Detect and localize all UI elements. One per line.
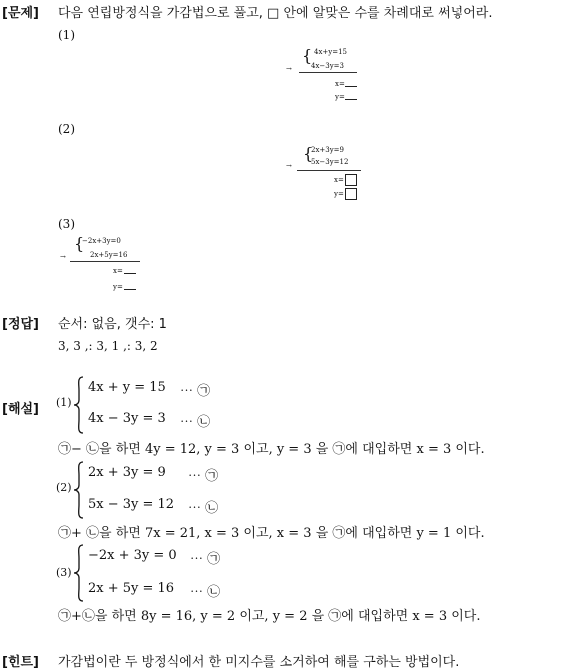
- item-1-rule: [299, 72, 357, 73]
- solution-block-2: [56, 459, 556, 549]
- solution-2-line: ㉠+ ㉡을 하면 7x = 21, x = 3 이고, x = 3 을 ㉠에 대입하면 y = 1 이다.: [58, 526, 485, 541]
- item-3-y-label: y=: [113, 283, 123, 291]
- solution-tag: [해설]: [2, 402, 39, 417]
- solution-3-mark1: ⋯ ㉠: [190, 552, 221, 567]
- solution-3-eq1: −2x + 3y = 0: [88, 548, 177, 563]
- hint-tag: [힌트]: [2, 655, 39, 670]
- solution-3-number: (3): [56, 566, 72, 579]
- solution-2-eq2: 5x − 3y = 12: [88, 497, 175, 512]
- item-2-eq1: 2x+3y=9: [311, 146, 344, 154]
- solution-1-brace-icon: [73, 376, 85, 434]
- item-1-diagram: [283, 48, 373, 108]
- solution-3-brace-icon: [73, 544, 85, 602]
- solution-3-eq2: 2x + 5y = 16: [88, 581, 175, 596]
- item-2-rule: [297, 170, 361, 171]
- item-3-eq2: 2x+5y=16: [90, 251, 128, 259]
- item-2-brace: {: [303, 144, 314, 163]
- solution-1-eq2: 4x − 3y = 3: [88, 411, 166, 426]
- item-1-eq1: 4x+y=15: [314, 48, 347, 56]
- solution-block-3: [56, 542, 556, 632]
- item-3-eq1: −2x+3y=0: [82, 237, 121, 245]
- solution-1-mark1: ⋯ ㉠: [180, 384, 211, 399]
- item-2-y-box[interactable]: [345, 188, 357, 200]
- item-3-brace: {: [74, 234, 85, 253]
- solution-block-1: [56, 374, 556, 464]
- item-3-diagram: [58, 235, 158, 297]
- problem-tag: [문제]: [2, 6, 39, 21]
- item-2-number: (2): [58, 122, 75, 136]
- solution-1-mark2: ⋯ ㉡: [180, 415, 211, 430]
- solution-3-line: ㉠+㉡을 하면 8y = 16, y = 2 이고, y = 2 을 ㉠에 대입하면 x = 3 이다.: [58, 609, 481, 624]
- hint-text: 가감법이란 두 방정식에서 한 미지수를 소거하여 해를 구하는 방법이다.: [58, 655, 460, 670]
- item-1-y-label: y=: [335, 93, 345, 101]
- solution-2-number: (2): [56, 481, 72, 494]
- item-2-y-label: y=: [334, 190, 344, 198]
- item-2-eq2: 5x−3y=12: [311, 158, 349, 166]
- problem-text: 다음 연립방정식을 가감법으로 풀고, □ 안에 알맞은 수를 차례대로 써넣어라.: [58, 6, 493, 21]
- solution-1-eq1: 4x + y = 15: [88, 380, 166, 395]
- item-3-x-label: x=: [113, 267, 123, 275]
- item-1-brace: {: [302, 46, 313, 65]
- item-3-arrow: →: [60, 253, 66, 261]
- item-1-number: (1): [58, 28, 75, 42]
- item-1-x-label: x=: [335, 80, 345, 88]
- solution-2-mark2: ⋯ ㉡: [188, 501, 219, 516]
- solution-2-mark1: ⋯ ㉠: [188, 469, 219, 484]
- item-1-eq2: 4x−3y=3: [311, 62, 344, 70]
- solution-1-number: (1): [56, 396, 72, 409]
- solution-2-brace-icon: [73, 461, 85, 519]
- item-3-y-blank[interactable]: [124, 289, 136, 290]
- item-1-y-blank[interactable]: [345, 99, 357, 100]
- item-2-x-box[interactable]: [345, 174, 357, 186]
- item-2-diagram: [283, 145, 373, 205]
- solution-2-eq1: 2x + 3y = 9: [88, 465, 166, 480]
- solution-1-line: ㉠− ㉡을 하면 4y = 12, y = 3 이고, y = 3 을 ㉠에 대입하면 x = 3 이다.: [58, 442, 485, 457]
- answer-tag: [정답]: [2, 317, 39, 332]
- item-1-arrow: →: [286, 65, 292, 73]
- item-3-rule: [70, 261, 140, 262]
- item-3-number: (3): [58, 217, 75, 231]
- answer-meta: 순서: 없음, 갯수: 1: [58, 317, 167, 332]
- item-3-x-blank[interactable]: [124, 273, 136, 274]
- item-1-x-blank[interactable]: [345, 86, 357, 87]
- item-2-x-label: x=: [334, 176, 344, 184]
- answer-values: 3, 3 ,: 3, 1 ,: 3, 2: [58, 339, 158, 353]
- solution-3-mark2: ⋯ ㉡: [190, 585, 221, 600]
- item-2-arrow: →: [286, 162, 292, 170]
